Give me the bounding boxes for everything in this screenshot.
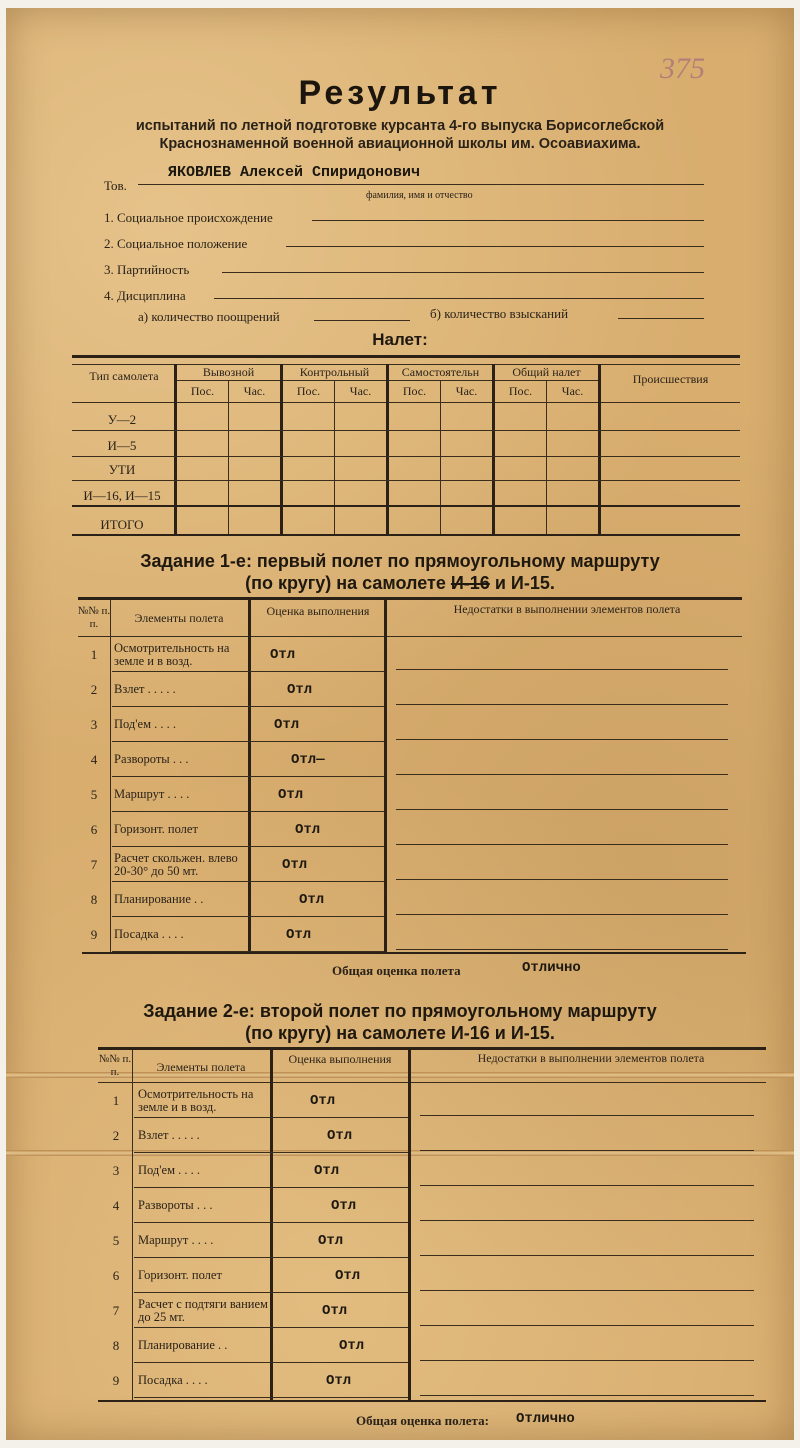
- task1-col-defects: Недостатки в выполнении элементов полета: [453, 602, 681, 616]
- row-line: [112, 881, 384, 882]
- grade-value: Отл—: [291, 751, 325, 768]
- defects-line: [396, 949, 728, 950]
- flight-element: Под'ем . . . .: [114, 716, 176, 731]
- flight-element: Под'ем . . . .: [138, 1162, 200, 1177]
- row-number: 8: [90, 891, 98, 907]
- task2-col-elements: Элементы полета: [156, 1060, 246, 1074]
- grade-value: Отл: [339, 1337, 365, 1354]
- grade-value: Отл: [278, 786, 304, 803]
- defects-line: [420, 1360, 754, 1361]
- task2-heading-line-2: (по кругу) на самолете И-16 и И-15.: [245, 1023, 555, 1043]
- grade-value: Отл: [274, 716, 300, 733]
- row-number: 4: [112, 1197, 120, 1213]
- nalet-sub-pos: Пос.: [296, 384, 321, 398]
- flight-element: Посадка . . . .: [138, 1372, 208, 1387]
- flight-element: Осмотрительность на земле и в возд.: [114, 641, 230, 668]
- nalet-row-label: У—2: [107, 412, 137, 427]
- task1-bottom-border: [82, 952, 746, 954]
- row-number: 8: [112, 1337, 120, 1353]
- defects-line: [396, 844, 728, 845]
- defects-line: [420, 1290, 754, 1291]
- row-number: 6: [112, 1267, 120, 1283]
- nalet-sub-divider: [334, 380, 335, 536]
- row-line: [134, 1257, 408, 1258]
- flight-element: Расчет с подтяги ванием до 25 мт.: [138, 1297, 268, 1324]
- nalet-total-label: ИТОГО: [100, 517, 144, 532]
- grade-value: Отл: [287, 681, 313, 698]
- nalet-col-samost: Самостоятельн: [401, 365, 480, 379]
- row-line: [112, 706, 384, 707]
- row-line: [112, 741, 384, 742]
- row-line: [134, 1117, 408, 1118]
- flight-element: Маршрут . . . .: [138, 1232, 214, 1247]
- nalet-header-bottom: [72, 402, 740, 403]
- defects-line: [420, 1255, 754, 1256]
- defects-line: [420, 1115, 754, 1116]
- task1-overall-value: Отлично: [522, 960, 581, 976]
- grade-value: Отл: [326, 1372, 352, 1389]
- flight-element: Осмотрительность на земле и в возд.: [138, 1087, 254, 1114]
- task1-struck-plane: И-16: [450, 573, 490, 593]
- nalet-sub-divider: [546, 380, 547, 536]
- nalet-sub-pos: Пос.: [508, 384, 533, 398]
- task2-col-divider: [270, 1050, 273, 1400]
- defects-line: [420, 1220, 754, 1221]
- nalet-col-incidents: Происшествия: [632, 372, 709, 386]
- row-number: 2: [112, 1127, 120, 1143]
- flight-element: Горизонт. полет: [138, 1267, 222, 1282]
- task2-col-divider: [408, 1050, 411, 1400]
- row-number: 5: [90, 786, 98, 802]
- flight-element: Посадка . . . .: [114, 926, 184, 941]
- grade-value: Отл: [327, 1127, 353, 1144]
- row-number: 4: [90, 751, 98, 767]
- task2-col-num: №№ п. п.: [98, 1053, 132, 1078]
- defects-line: [420, 1395, 754, 1396]
- task1-heading-line-1: Задание 1-е: первый полет по прямоугольному маршруту: [140, 551, 660, 571]
- row-number: 7: [90, 856, 98, 872]
- row-line: [112, 811, 384, 812]
- nalet-row-label: УТИ: [108, 462, 136, 477]
- row-number: 1: [90, 646, 98, 662]
- row-number: 5: [112, 1232, 120, 1248]
- defects-line: [396, 914, 728, 915]
- task2-header-bottom: [98, 1082, 766, 1083]
- nalet-sub-divider: [440, 380, 441, 536]
- grade-value: Отл: [322, 1302, 348, 1319]
- nalet-bottom-border: [72, 534, 740, 536]
- grade-value: Отл: [335, 1267, 361, 1284]
- defects-line: [396, 774, 728, 775]
- question-4b: б) количество взысканий: [430, 306, 569, 321]
- question-2: 2. Социальное положение: [104, 236, 248, 251]
- task1-col-elements: Элементы полета: [134, 611, 224, 625]
- nalet-sub-chas: Час.: [349, 384, 372, 398]
- grade-value: Отл: [314, 1162, 340, 1179]
- task2-col-grade: Оценка выполнения: [288, 1052, 392, 1066]
- defects-line: [420, 1150, 754, 1151]
- defects-line: [396, 809, 728, 810]
- grade-value: Отл: [270, 646, 296, 663]
- defects-line: [420, 1185, 754, 1186]
- name-caption: фамилия, имя и отчество: [366, 190, 473, 201]
- nalet-sub-pos: Пос.: [190, 384, 215, 398]
- nalet-col-vyvoz: Вывозной: [202, 365, 255, 379]
- nalet-sub-chas: Час.: [455, 384, 478, 398]
- handwritten-number: 375: [660, 52, 705, 85]
- row-line: [134, 1152, 408, 1153]
- nalet-row-line: [72, 480, 740, 481]
- subtitle-line-2: Краснознаменной военной авиационной школы им. Осоавиахима.: [159, 136, 641, 152]
- row-line: [134, 1292, 408, 1293]
- tov-label: Тов.: [104, 178, 127, 193]
- task1-col-grade: Оценка выполнения: [266, 604, 370, 618]
- task1-heading-line-2: [0, 573, 800, 594]
- nalet-row-label: И—16, И—15: [83, 488, 161, 503]
- row-line: [112, 671, 384, 672]
- row-number: 3: [112, 1162, 120, 1178]
- nalet-sub-divider: [228, 380, 229, 536]
- flight-element: Планирование . .: [138, 1337, 228, 1352]
- flight-element: Расчет скольжен. влево 20-30° до 50 мт.: [114, 851, 238, 878]
- q2-line: [286, 246, 704, 247]
- q3-line: [222, 272, 704, 273]
- task1-col-divider: [384, 600, 387, 952]
- grade-value: Отл: [282, 856, 308, 873]
- flight-element: Планирование . .: [114, 891, 204, 906]
- task2-overall-label: Общая оценка полета:: [356, 1413, 489, 1428]
- q4b-line: [618, 318, 704, 319]
- grade-value: Отл: [299, 891, 325, 908]
- task1-header-bottom: [78, 636, 742, 637]
- task2-heading-line-1: Задание 2-е: второй полет по прямоугольному маршруту: [143, 1001, 657, 1021]
- task1-heading-prefix: (по кругу) на самолете: [245, 573, 446, 593]
- row-number: 9: [112, 1372, 120, 1388]
- nalet-col-divider: [598, 364, 601, 536]
- defects-line: [396, 704, 728, 705]
- grade-value: Отл: [286, 926, 312, 943]
- flight-element: Взлет . . . . .: [138, 1127, 200, 1142]
- q4a-line: [314, 320, 410, 321]
- name-line: [138, 184, 704, 185]
- person-name: ЯКОВЛЕВ Алексей Спиридонович: [168, 164, 421, 181]
- nalet-sub-chas: Час.: [243, 384, 266, 398]
- task2-overall-value: Отлично: [516, 1411, 575, 1427]
- flight-element: Маршрут . . . .: [114, 786, 190, 801]
- nalet-top-border: [72, 355, 740, 358]
- defects-line: [396, 739, 728, 740]
- task2-col-divider: [132, 1050, 133, 1400]
- row-number: 1: [112, 1092, 120, 1108]
- row-line: [134, 1327, 408, 1328]
- grade-value: Отл: [295, 821, 321, 838]
- q1-line: [312, 220, 704, 221]
- row-number: 6: [90, 821, 98, 837]
- row-line: [112, 916, 384, 917]
- document-title: Результат: [298, 74, 502, 112]
- row-number: 7: [112, 1302, 120, 1318]
- grade-value: Отл: [331, 1197, 357, 1214]
- row-line: [134, 1397, 408, 1398]
- flight-element: Развороты . . .: [114, 751, 189, 766]
- task1-heading-suffix: и И-15.: [494, 573, 555, 593]
- nalet-sub-chas: Час.: [561, 384, 584, 398]
- question-3: 3. Партийность: [104, 262, 190, 277]
- defects-line: [396, 669, 728, 670]
- row-line: [134, 1222, 408, 1223]
- nalet-row-label: И—5: [107, 438, 137, 453]
- question-4a: а) количество поощрений: [138, 309, 280, 324]
- row-line: [134, 1187, 408, 1188]
- subtitle-line-1: испытаний по летной подготовке курсанта 4-го выпуска Борисоглебской: [135, 118, 665, 134]
- row-number: 2: [90, 681, 98, 697]
- grade-value: Отл: [318, 1232, 344, 1249]
- defects-line: [396, 879, 728, 880]
- row-line: [134, 1362, 408, 1363]
- task1-col-divider: [110, 600, 111, 952]
- row-line: [112, 776, 384, 777]
- question-4: 4. Дисциплина: [104, 288, 186, 303]
- flight-element: Взлет . . . . .: [114, 681, 176, 696]
- nalet-row-line: [72, 456, 740, 457]
- nalet-col-type: Тип самолета: [89, 369, 159, 383]
- task2-col-defects: Недостатки в выполнении элементов полета: [477, 1051, 705, 1065]
- q4-line: [214, 298, 704, 299]
- task1-col-num: №№ п. п.: [77, 605, 111, 630]
- nalet-title: Налет:: [372, 330, 428, 349]
- flight-element: Развороты . . .: [138, 1197, 213, 1212]
- row-number: 9: [90, 926, 98, 942]
- flight-element: Горизонт. полет: [114, 821, 198, 836]
- task2-bottom-border: [98, 1400, 766, 1402]
- row-line: [112, 846, 384, 847]
- nalet-total-line: [72, 505, 740, 507]
- grade-value: Отл: [310, 1092, 336, 1109]
- nalet-col-kontrol: Контрольный: [299, 365, 370, 379]
- nalet-col-total: Общий налет: [512, 365, 581, 379]
- task1-overall-label: Общая оценка полета: [332, 963, 461, 978]
- task1-top-border: [78, 597, 742, 600]
- question-1: 1. Социальное происхождение: [104, 210, 273, 225]
- defects-line: [420, 1325, 754, 1326]
- row-number: 3: [90, 716, 98, 732]
- nalet-row-line: [72, 430, 740, 431]
- task2-top-border: [98, 1047, 766, 1050]
- nalet-sub-pos: Пос.: [402, 384, 427, 398]
